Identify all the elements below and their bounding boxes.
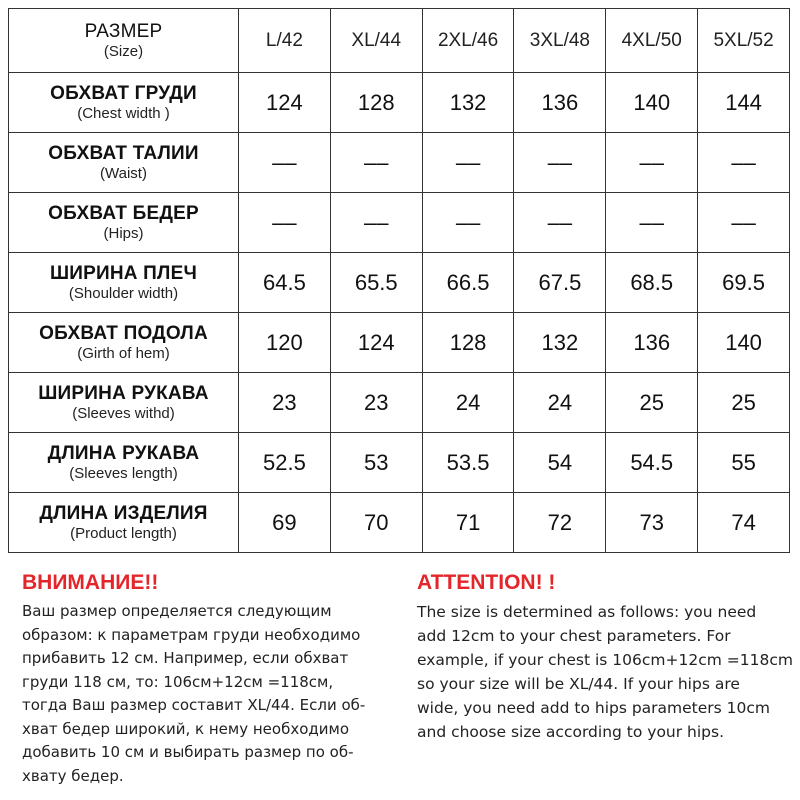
- value-cell: [330, 133, 422, 193]
- table-row-hips: [9, 193, 790, 253]
- measurement-value: 53.5: [446, 449, 490, 475]
- measurement-value: 124: [266, 89, 303, 115]
- measurement-value: 69: [272, 509, 297, 535]
- measurement-value: 66.5: [446, 269, 490, 295]
- note-english: [417, 566, 800, 744]
- value-cell: [606, 133, 698, 193]
- size-chart-table: [8, 8, 790, 553]
- measurement-value: 124: [357, 329, 395, 355]
- row-label-cell: [9, 373, 239, 433]
- value-cell: [606, 313, 698, 373]
- measurement-value: ––: [547, 149, 573, 175]
- size-label: XL/44: [351, 29, 402, 51]
- value-cell: [606, 373, 698, 433]
- note-title-ru: ВНИМАНИЕ!!: [22, 571, 159, 594]
- value-cell: [239, 313, 331, 373]
- row-label-ru: ОБХВАТ ГРУДИ: [50, 82, 197, 104]
- row-label-en: (Sleeves length): [69, 464, 178, 482]
- row-label-ru: ДЛИНА РУКАВА: [47, 442, 200, 464]
- row-label-ru: ОБХВАТ БЕДЕР: [48, 202, 199, 224]
- measurement-value: 144: [725, 89, 762, 115]
- measurement-value: 54.5: [630, 449, 674, 475]
- table-row-sleeve-width: [9, 373, 790, 433]
- measurement-value: 120: [266, 329, 303, 355]
- measurement-value: 67.5: [538, 269, 582, 295]
- size-label: 4XL/50: [621, 29, 682, 51]
- measurement-value: ––: [272, 209, 297, 235]
- measurement-value: 53: [364, 449, 389, 475]
- row-label-ru: ШИРИНА РУКАВА: [38, 382, 209, 404]
- measurement-value: 71: [455, 509, 481, 535]
- value-cell: [606, 493, 698, 553]
- value-cell: [422, 373, 514, 433]
- value-cell: [330, 193, 422, 253]
- value-cell: [698, 253, 790, 313]
- value-cell: [514, 433, 606, 493]
- value-cell: [606, 253, 698, 313]
- value-cell: [606, 193, 698, 253]
- measurement-value: ––: [547, 209, 573, 235]
- measurement-value: ––: [455, 149, 481, 175]
- row-label-cell: [9, 73, 239, 133]
- row-label-en: (Product length): [70, 524, 177, 542]
- measurement-value: ––: [639, 149, 664, 175]
- value-cell: [422, 73, 514, 133]
- measurement-value: ––: [272, 149, 297, 175]
- size-label: 2XL/46: [437, 29, 499, 51]
- value-cell: [239, 73, 331, 133]
- value-cell: [514, 253, 606, 313]
- table-row-waist: [9, 133, 790, 193]
- value-cell: [514, 373, 606, 433]
- measurement-value: 128: [357, 89, 395, 115]
- table-row-product-length: [9, 493, 790, 553]
- value-cell: [422, 133, 514, 193]
- value-cell: [514, 313, 606, 373]
- measurement-value: 132: [541, 329, 579, 355]
- measurement-value: 23: [364, 389, 389, 415]
- value-cell: [239, 253, 331, 313]
- value-cell: [698, 373, 790, 433]
- measurement-value: 136: [541, 89, 579, 115]
- measurement-value: 136: [633, 329, 671, 355]
- measurement-value: ––: [364, 209, 389, 235]
- measurement-value: 25: [731, 389, 756, 415]
- row-label-cell: [9, 193, 239, 253]
- size-header-row: [9, 9, 790, 73]
- value-cell: [330, 313, 422, 373]
- value-cell: [698, 133, 790, 193]
- value-cell: [514, 133, 606, 193]
- row-label-en: (Sleeves withd): [72, 404, 175, 422]
- header-label-cell: [9, 9, 239, 73]
- measurement-value: 73: [639, 509, 664, 535]
- value-cell: [422, 433, 514, 493]
- measurement-value: 68.5: [630, 269, 674, 295]
- value-cell: [698, 313, 790, 373]
- value-cell: [698, 73, 790, 133]
- note-body-ru: Ваш размер определяется следующим образом: к параметрам груди необходимо прибавить 12 см. Например, если обхват груди 118 см, то: 106см+12см =118см, тогда Ваш размер составит XL/44. Если об- хват бедер широкий, к нему необходимо добавить 10 см и выбирать размер по об- хвату бедер.: [22, 602, 366, 785]
- row-label-cell: [9, 493, 239, 553]
- measurement-value: 64.5: [263, 269, 306, 295]
- measurement-value: ––: [731, 149, 756, 175]
- measurement-value: 65.5: [354, 269, 398, 295]
- value-cell: [422, 193, 514, 253]
- row-label-en: (Waist): [100, 164, 147, 182]
- value-cell: [330, 73, 422, 133]
- measurement-value: 54: [547, 449, 573, 475]
- measurement-value: 24: [547, 389, 573, 415]
- measurement-value: 25: [639, 389, 664, 415]
- row-label-cell: [9, 253, 239, 313]
- size-header-cell: [239, 9, 331, 73]
- measurement-value: 140: [725, 329, 762, 355]
- table-row-chest: [9, 73, 790, 133]
- note-russian: [22, 566, 414, 788]
- measurement-value: 23: [272, 389, 297, 415]
- value-cell: [698, 433, 790, 493]
- measurement-value: 52.5: [263, 449, 306, 475]
- value-cell: [422, 253, 514, 313]
- size-header-cell: [330, 9, 422, 73]
- row-label-cell: [9, 133, 239, 193]
- size-label: 5XL/52: [713, 29, 774, 51]
- value-cell: [239, 133, 331, 193]
- value-cell: [606, 73, 698, 133]
- measurement-value: 69.5: [722, 269, 765, 295]
- measurement-value: 24: [455, 389, 481, 415]
- measurement-value: 74: [731, 509, 756, 535]
- measurement-value: 72: [547, 509, 573, 535]
- value-cell: [422, 493, 514, 553]
- value-cell: [239, 373, 331, 433]
- value-cell: [514, 193, 606, 253]
- row-label-en: (Hips): [103, 224, 144, 242]
- value-cell: [239, 193, 331, 253]
- value-cell: [698, 493, 790, 553]
- size-header-cell: [606, 9, 698, 73]
- value-cell: [422, 313, 514, 373]
- table-row-hem: [9, 313, 790, 373]
- value-cell: [330, 433, 422, 493]
- size-label: L/42: [265, 29, 303, 51]
- table-row-sleeve-length: [9, 433, 790, 493]
- row-label-en: (Girth of hem): [77, 344, 170, 362]
- header-label-ru: РАЗМЕР: [84, 20, 163, 42]
- value-cell: [698, 193, 790, 253]
- measurement-value: ––: [639, 209, 664, 235]
- row-label-en: (Shoulder width): [68, 284, 179, 302]
- measurement-value: ––: [731, 209, 756, 235]
- note-title-en: ATTENTION! !: [417, 571, 556, 594]
- value-cell: [606, 433, 698, 493]
- row-label-en: (Chest width ): [77, 104, 170, 122]
- header-label-en: (Size): [103, 42, 144, 60]
- measurement-value: 140: [633, 89, 671, 115]
- size-header-cell: [514, 9, 606, 73]
- measurement-value: 128: [449, 329, 487, 355]
- row-label-cell: [9, 313, 239, 373]
- value-cell: [239, 433, 331, 493]
- size-header-cell: [698, 9, 790, 73]
- row-label-ru: ШИРИНА ПЛЕЧ: [49, 262, 197, 284]
- value-cell: [330, 493, 422, 553]
- measurement-value: 132: [449, 89, 487, 115]
- value-cell: [330, 253, 422, 313]
- row-label-ru: ОБХВАТ ПОДОЛА: [39, 322, 208, 344]
- measurement-value: ––: [455, 209, 481, 235]
- measurement-value: 55: [731, 449, 756, 475]
- value-cell: [514, 73, 606, 133]
- measurement-value: ––: [364, 149, 389, 175]
- value-cell: [239, 493, 331, 553]
- row-label-ru: ДЛИНА ИЗДЕЛИЯ: [39, 502, 208, 524]
- row-label-ru: ОБХВАТ ТАЛИИ: [48, 142, 199, 164]
- notes-section: [0, 566, 800, 800]
- size-label: 3XL/48: [529, 29, 591, 51]
- value-cell: [330, 373, 422, 433]
- size-header-cell: [422, 9, 514, 73]
- table-row-shoulder: [9, 253, 790, 313]
- row-label-cell: [9, 433, 239, 493]
- value-cell: [514, 493, 606, 553]
- measurement-value: 70: [364, 509, 389, 535]
- note-body-en: The size is determined as follows: you need add 12cm to your chest parameters. For example, if your chest is 106cm+12cm =118cm so your size will be XL/44. If your hips are wide, you need add to hips parameters 10cm and choose size according to your hips.: [417, 603, 793, 741]
